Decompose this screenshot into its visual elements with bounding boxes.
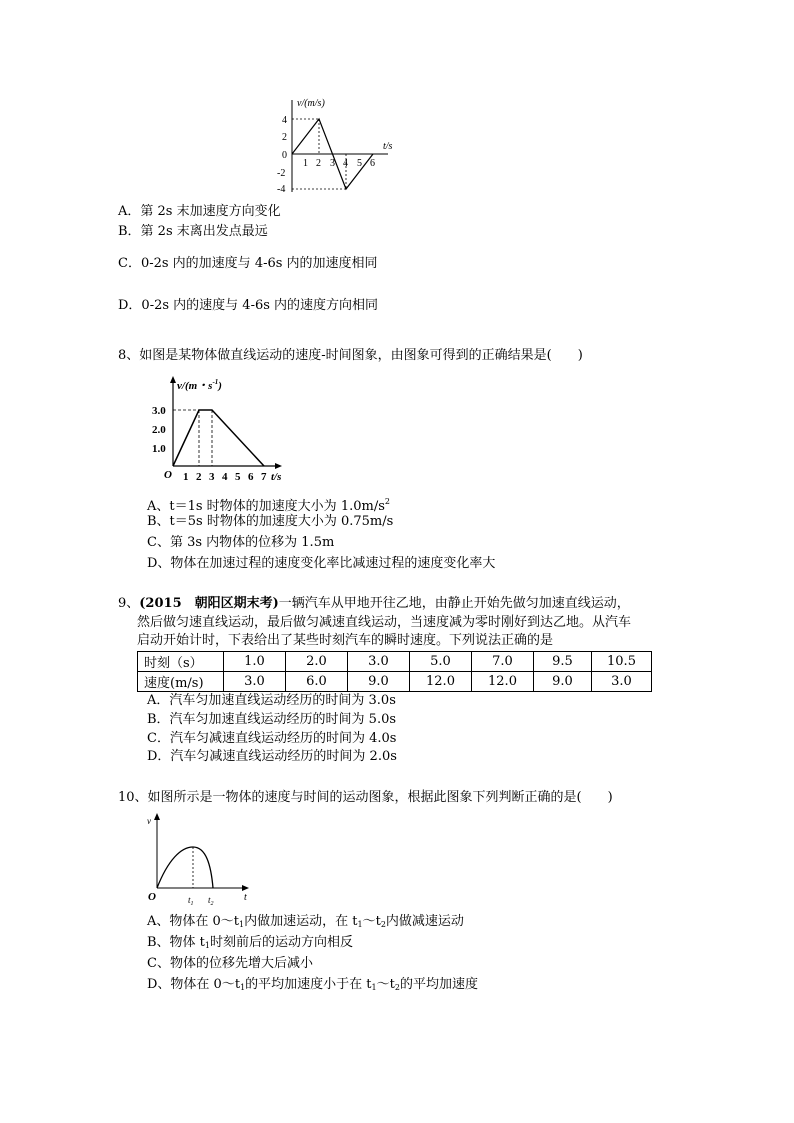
q8-xtick: 3 xyxy=(209,471,215,483)
q8-option-d: D、物体在加速过程的速度变化率比减速过程的速度变化率大 xyxy=(147,556,496,571)
q7-xlabel: t/s xyxy=(383,141,393,152)
q10-option-b: B、物体 $t_1$时刻前后的运动方向相反 xyxy=(147,935,354,950)
table-cell: 3.0 xyxy=(348,652,410,672)
q7-vt-graph xyxy=(270,92,400,196)
q9-option-b: B．汽车匀加速直线运动经历的时间为 5.0s xyxy=(147,712,397,727)
q8-ylabel: v/(m・$s^{-1}$) xyxy=(177,378,222,392)
q7-ytick: 2 xyxy=(282,132,287,143)
table-cell: 9.5 xyxy=(534,652,592,672)
q8-velocity-line xyxy=(173,410,264,466)
q8-xtick: 4 xyxy=(222,471,228,483)
q8-xtick: 2 xyxy=(196,471,202,483)
q9-data-table xyxy=(137,651,652,692)
q8-xlabel: t/s xyxy=(271,471,282,483)
table-cell: 9.0 xyxy=(348,672,410,692)
q7-ytick: -2 xyxy=(277,168,286,179)
table-row xyxy=(138,652,652,672)
table-cell: 3.0 xyxy=(592,672,652,692)
q8-option-c: C、第 3s 内物体的位移为 1.5m xyxy=(147,535,335,550)
table-cell: 7.0 xyxy=(472,652,534,672)
q7-ytick: 0 xyxy=(282,150,287,161)
table-cell: 6.0 xyxy=(286,672,348,692)
q7-ylabel: v/(m/s) xyxy=(297,98,325,109)
q8-xtick: 5 xyxy=(235,471,241,483)
q7-xtick: 1 xyxy=(303,158,308,169)
q10-ylabel: v xyxy=(147,816,151,826)
q9-stem-line-2: 然后做匀速直线运动，最后做匀减速直线运动，当速度减为零时刚好到达乙地。从汽车 xyxy=(137,615,632,630)
table-cell: 12.0 xyxy=(472,672,534,692)
q10-option-a: A、物体在 $0\sim t_1$内做加速运动，在 $t_1\sim t_2$内做减速运动 xyxy=(147,914,464,929)
table-cell: 3.0 xyxy=(224,672,286,692)
q9-stem-line-3: 启动开始计时，下表给出了某些时刻汽车的瞬时速度。下列说法正确的是 xyxy=(137,633,554,648)
q7-xtick: 4 xyxy=(343,158,348,169)
q10-option-c: C、物体的位移先增大后减小 xyxy=(147,956,313,971)
q7-option-a: A．第 2s 末加速度方向变化 xyxy=(118,204,281,219)
q10-origin: O xyxy=(148,891,156,903)
q8-ytick: 1.0 xyxy=(152,443,166,455)
q10-xlabel: t xyxy=(244,892,247,903)
q8-xtick: 6 xyxy=(248,471,254,483)
q9-stem-line-1: 9、(2015 朝阳区期末考)一辆汽车从甲地开往乙地，由静止开始先做匀加速直线运动， xyxy=(118,596,630,611)
table-cell: 速度(m/s) xyxy=(138,672,224,692)
q8-ytick: 3.0 xyxy=(152,405,166,417)
q7-option-d: D．0-2s 内的速度与 4-6s 内的速度方向相同 xyxy=(118,298,379,313)
table-cell: 10.5 xyxy=(592,652,652,672)
q10-t2-label: $t_2$ xyxy=(208,895,214,907)
q7-xtick: 5 xyxy=(357,158,362,169)
table-cell: 2.0 xyxy=(286,652,348,672)
q7-xtick: 2 xyxy=(316,158,321,169)
q10-vt-graph xyxy=(143,810,258,908)
q8-xtick: 7 xyxy=(261,471,267,483)
q7-ytick: 4 xyxy=(282,115,287,126)
table-cell: 时刻（s） xyxy=(138,652,224,672)
q9-option-c: C．汽车匀减速直线运动经历的时间为 4.0s xyxy=(147,731,397,746)
q8-xtick: 1 xyxy=(183,471,189,483)
q8-vt-graph xyxy=(150,372,290,486)
q10-velocity-curve xyxy=(157,847,213,888)
q10-stem: 10、如图所示是一物体的速度与时间的运动图象，根据此图象下列判断正确的是( ) xyxy=(118,790,613,805)
table-cell: 12.0 xyxy=(410,672,472,692)
q8-option-b: B、t＝5s 时物体的加速度大小为 0.75m/s xyxy=(147,514,394,529)
table-cell: 9.0 xyxy=(534,672,592,692)
q8-stem: 8、如图是某物体做直线运动的速度-时间图象，由图象可得到的正确结果是( ) xyxy=(118,348,583,363)
q10-t1-label: $t_1$ xyxy=(188,895,194,907)
table-cell: 1.0 xyxy=(224,652,286,672)
q7-option-c: C．0-2s 内的加速度与 4-6s 内的加速度相同 xyxy=(118,256,378,271)
q10-option-d: D、物体在 $0\sim t_1$的平均加速度小于在 $t_1\sim t_2$的平均加速度 xyxy=(147,977,478,992)
q8-ytick: 2.0 xyxy=(152,424,166,436)
q9-option-a: A．汽车匀加速直线运动经历的时间为 3.0s xyxy=(147,693,396,708)
table-row xyxy=(138,672,652,692)
q8-option-a: A、t＝1s 时物体的加速度大小为 $1.0m/s^2$ xyxy=(147,497,390,514)
q8-origin: O xyxy=(164,469,172,481)
q9-source: (2015 朝阳区期末考) xyxy=(139,596,279,611)
q9-option-d: D．汽车匀减速直线运动经历的时间为 2.0s xyxy=(147,749,397,764)
q7-ytick: -4 xyxy=(277,184,286,195)
q7-xtick: 6 xyxy=(370,158,375,169)
q7-xtick: 3 xyxy=(330,158,335,169)
table-cell: 5.0 xyxy=(410,652,472,672)
q7-option-b: B．第 2s 末离出发点最远 xyxy=(118,224,268,239)
